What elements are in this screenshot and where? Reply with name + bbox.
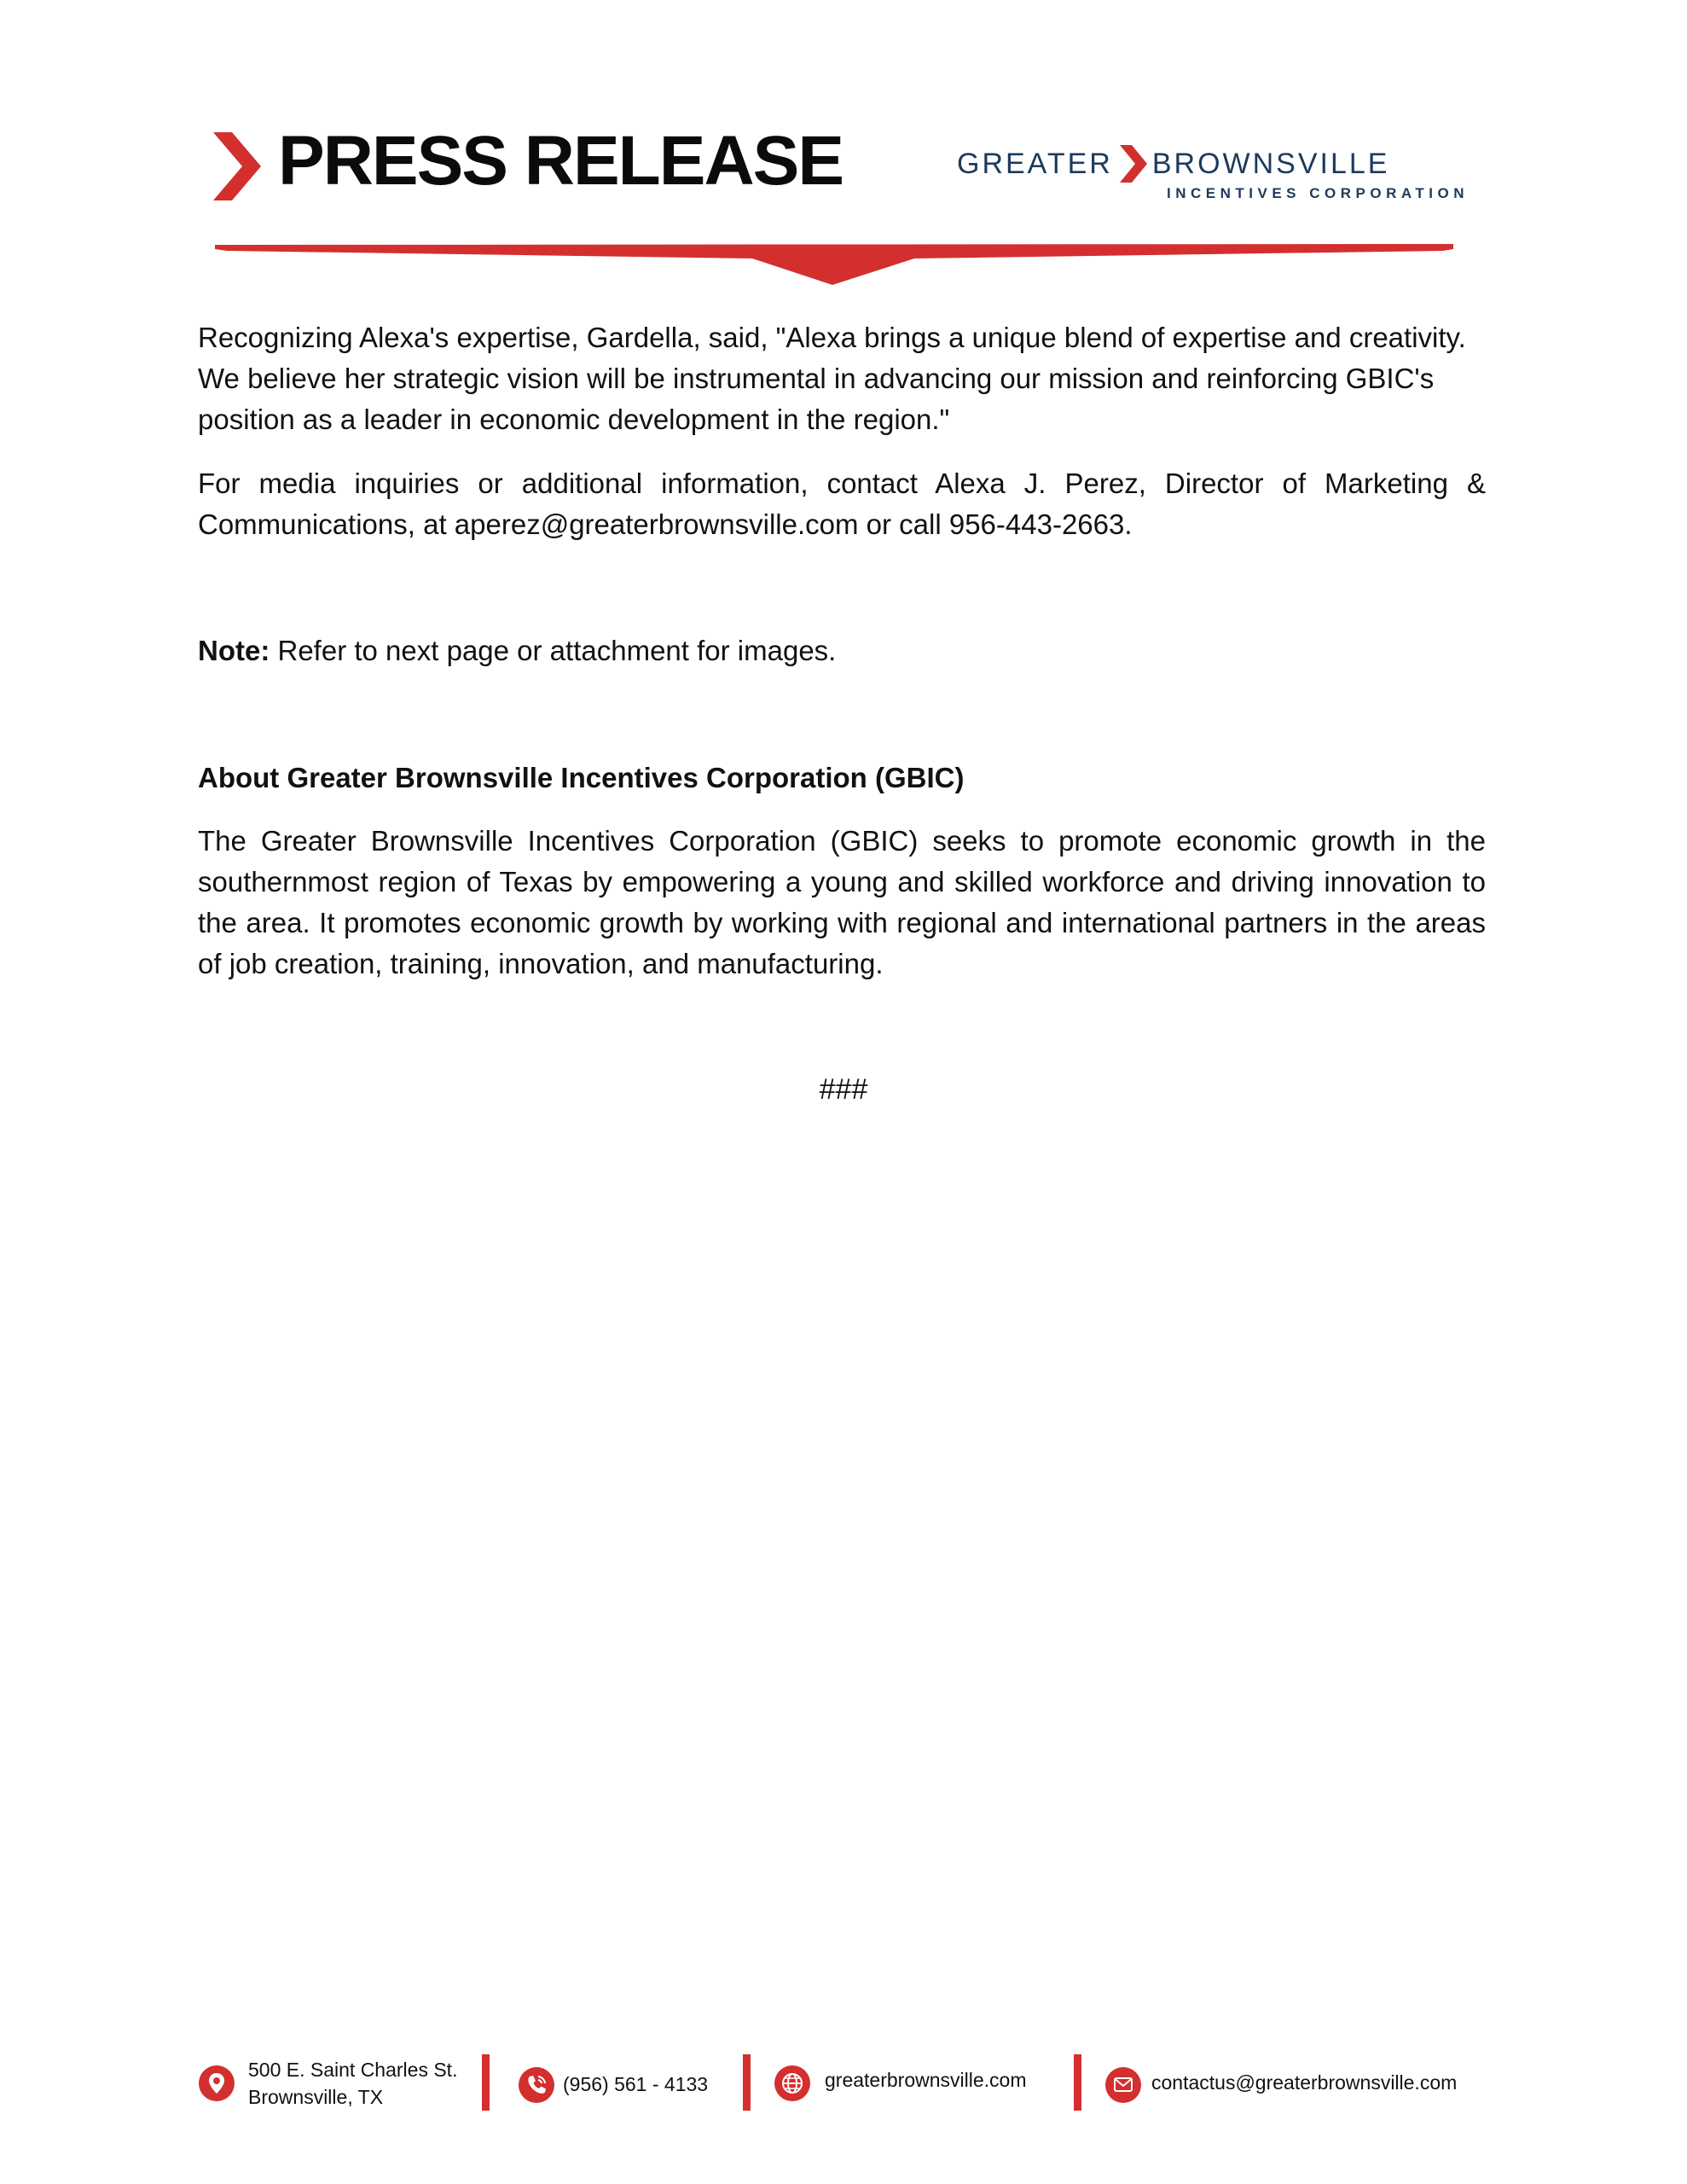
footer [0,2048,1687,2124]
footer-divider [743,2054,751,2111]
chevron-right-icon [213,132,261,200]
note-label: Note: [198,635,270,666]
globe-icon [774,2065,811,2102]
footer-address-line-2: Brownsville, TX [248,2086,384,2108]
logo-chevron-icon [1118,145,1147,183]
location-pin-icon [198,2065,235,2102]
phone-icon [518,2066,555,2104]
footer-website[interactable]: greaterbrownsville.com [825,2069,1027,2091]
footer-address-line-1: 500 E. Saint Charles St. [248,2059,458,2081]
logo-subtitle: INCENTIVES CORPORATION [1167,185,1469,201]
footer-divider [1074,2054,1081,2111]
quote-paragraph: Recognizing Alexa's expertise, Gardella, said, "Alexa brings a unique blend of expertise and creativity. We believe her strategic vision will be instrumental in advancing our mission and reinforcing GBIC's position as a leader in economic development in the region." [198,322,1466,435]
footer-email[interactable]: contactus@greaterbrownsville.com [1151,2071,1458,2094]
footer-divider [482,2054,490,2111]
note-text: Refer to next page or attachment for images. [270,635,837,666]
about-heading: About Greater Brownsville Incentives Corporation (GBIC) [198,762,965,793]
logo-word-brownsville: BROWNSVILLE [1151,148,1390,180]
mail-icon [1104,2066,1142,2104]
header-divider [215,241,1453,288]
logo-word-greater: GREATER [957,148,1113,180]
company-logo [957,143,1469,203]
about-paragraph: The Greater Brownsville Incentives Corporation (GBIC) seeks to promote economic growth in the southernmost region of Texas by empowering a young and skilled workforce and driving innovation to the area. It promotes economic growth by working with regional and international partners in the areas of job creation, training, innovation, and manufacturing. [198,825,1486,979]
note-line [198,630,1486,671]
end-mark: ### [819,1073,868,1106]
page-title: PRESS RELEASE [278,122,844,200]
footer-phone[interactable]: (956) 561 - 4133 [563,2073,709,2095]
contact-paragraph: For media inquiries or additional information, contact Alexa J. Perez, Director of Marketing & Communications, at aperez@greaterbrownsville.com or call 956-443-2663. [198,468,1486,540]
